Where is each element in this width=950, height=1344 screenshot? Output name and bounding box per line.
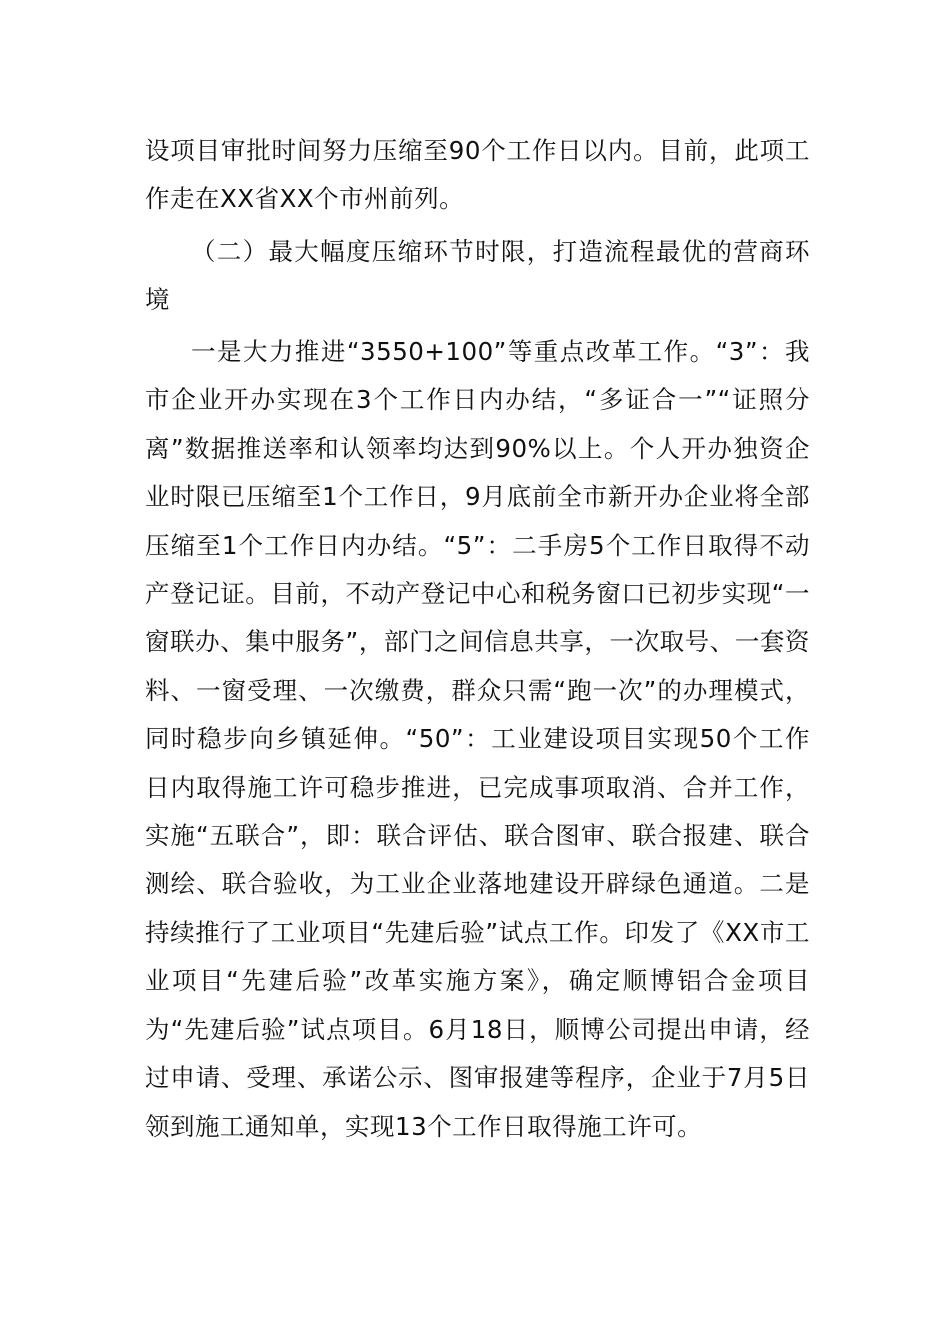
intro-paragraph: 设项目审批时间努力压缩至90个工作日以内。目前，此项工作走在XX省XX个市州前列。 xyxy=(145,136,810,214)
section-heading-block xyxy=(145,228,810,325)
body-paragraph: 一是大力推进“3550+100”等重点改革工作。“3”：我市企业开办实现在3个工作日内办结，“多证合一”“证照分离”数据推送率和认领率均达到90%以上。个人开办独资企业时限已压缩至1个工作日，9月底前全市新开办企业将全部压缩至1个工作日内办结。“5”：二手房5个工作日取得不动产登记证。目前，不动产登记中心和税务窗口已初步实现“一窗联办、集中服务”，部门之间信息共享，一次取号、一套资料、一窗受理、一次缴费，群众只需“跑一次”的办理模式，同时稳步向乡镇延伸。“50”：工业建设项目实现50个工作日内取得施工许可稳步推进，已完成事项取消、合并工作，实施“五联合”，即：联合评估、联合图审、联合报建、联合测绘、联合验收，为工业企业落地建设开辟绿色通道。二是持续推行了工业项目“先建后验”试点工作。印发了《XX市工业项目“先建后验”改革实施方案》，确定顺博铝合金项目为“先建后验”试点项目。6月18日，顺博公司提出申请，经过申请、受理、承诺公示、图审报建等程序，企业于7月5日领到施工通知单，实现13个工作日取得施工许可。 xyxy=(145,337,810,1141)
body-paragraph-block xyxy=(145,328,810,1151)
intro-paragraph-block xyxy=(145,127,810,224)
section-heading: （二）最大幅度压缩环节时限，打造流程最优的营商环境 xyxy=(145,237,810,315)
